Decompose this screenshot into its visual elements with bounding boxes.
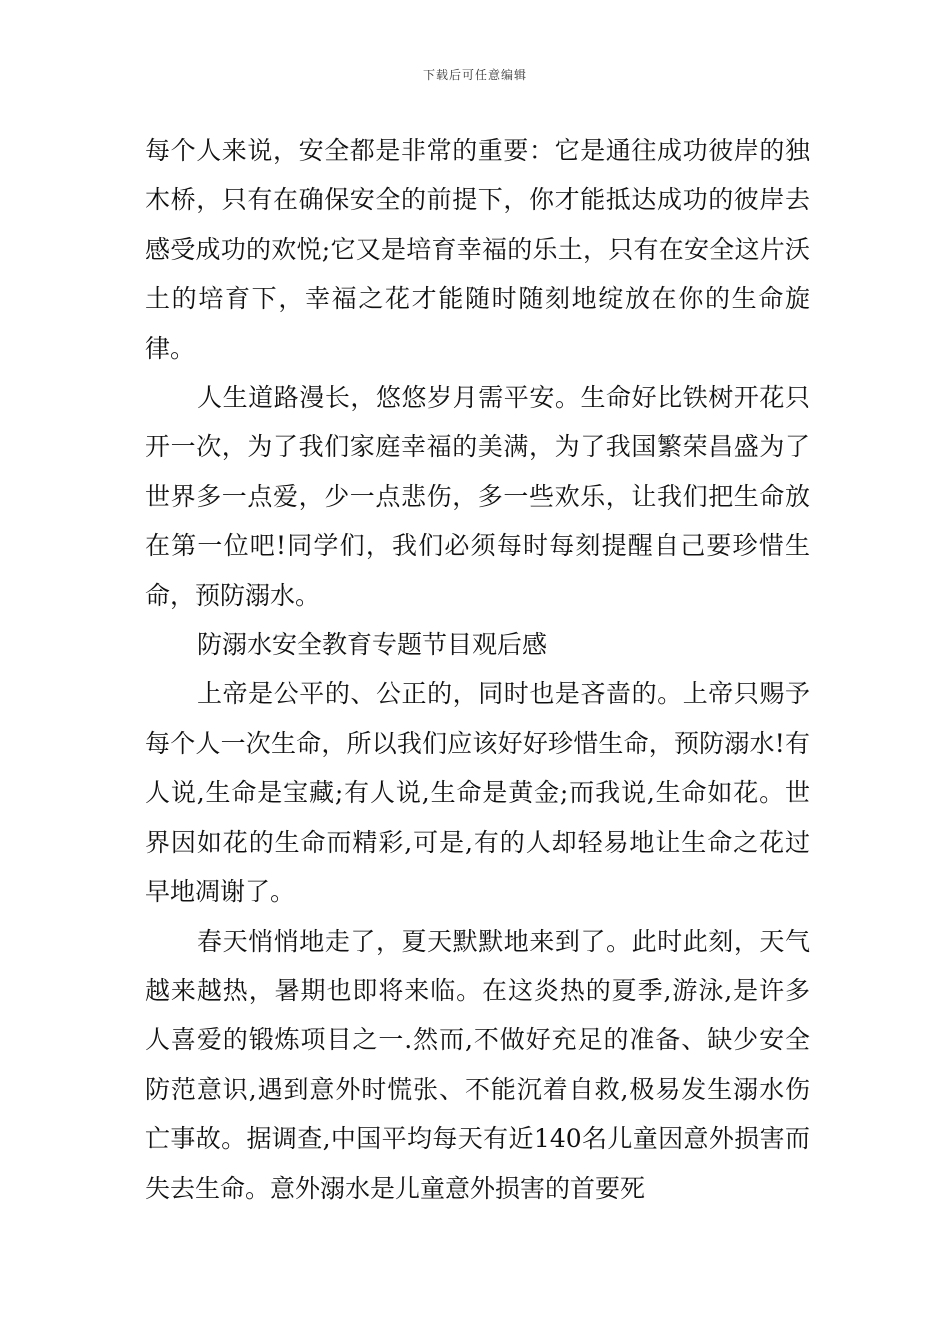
document-body [145, 126, 810, 1213]
paragraph-3: 上帝是公平的、公正的，同时也是吝啬的。上帝只赐予每个人一次生命，所以我们应该好好珍惜生命，预防溺水!有人说,生命是宝藏;有人说,生命是黄金;而我说,生命如花。世界因如花的生命而精彩,可是,有的人却轻易地让生命之花过早地凋谢了。 [145, 679, 810, 907]
paragraph-1: 每个人来说，安全都是非常的重要：它是通往成功彼岸的独木桥，只有在确保安全的前提下，你才能抵达成功的彼岸去感受成功的欢悦;它又是培育幸福的乐土，只有在安全这片沃土的培育下，幸福之花才能随时随刻地绽放在你的生命旋律。 [145, 136, 810, 363]
section-title: 防溺水安全教育专题节目观后感 [197, 630, 548, 660]
page-header: 下载后可任意编辑 [422, 68, 527, 82]
paragraph-4: 春天悄悄地走了，夏天默默地来到了。此时此刻，天气越来越热，暑期也即将来临。在这炎热的夏季,游泳,是许多人喜爱的锻炼项目之一.然而,不做好充足的准备、缺少安全防范意识,遇到意外时慌张、不能沉着自救,极易发生溺水伤亡事故。据调查,中国平均每天有近140名儿童因意外损害而失去生命。意外溺水是儿童意外损害的首要死 [145, 926, 810, 1203]
paragraph-2: 人生道路漫长，悠悠岁月需平安。生命好比铁树开花只开一次，为了我们家庭幸福的美满，为了我国繁荣昌盛为了世界多一点爱，少一点悲伤，多一些欢乐，让我们把生命放在第一位吧!同学们，我们必须每时每刻提醒自己要珍惜生命，预防溺水。 [145, 383, 810, 610]
